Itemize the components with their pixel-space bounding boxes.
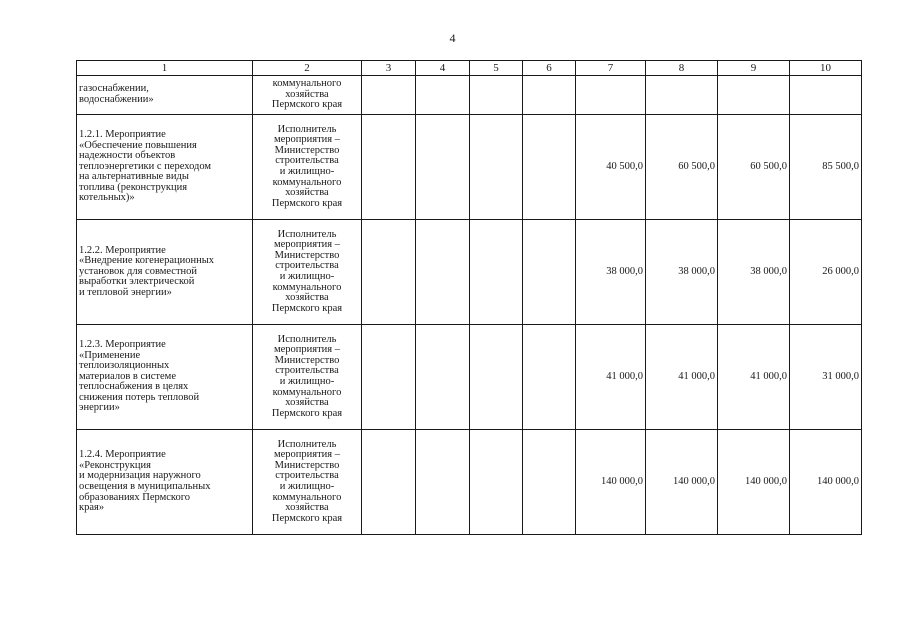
- executor-cell: Исполнитель мероприятия – Министерство строительства и жилищно- коммунального хозяйства Пермского края: [253, 430, 362, 535]
- measure-name: 1.2.2. Мероприятие «Внедрение когенерационных установок для совместной выработки электрической и тепловой энергии»: [77, 220, 253, 325]
- value-cell: 140 000,0: [790, 430, 862, 535]
- executor-cell: Исполнитель мероприятия – Министерство строительства и жилищно- коммунального хозяйства Пермского края: [253, 115, 362, 220]
- program-table: [76, 60, 862, 535]
- value-cell: [416, 220, 470, 325]
- column-header: 6: [523, 61, 576, 76]
- value-cell: 26 000,0: [790, 220, 862, 325]
- measure-name: газоснабжении, водоснабжении»: [77, 76, 253, 115]
- executor-cell: Исполнитель мероприятия – Министерство строительства и жилищно- коммунального хозяйства Пермского края: [253, 325, 362, 430]
- value-cell: [470, 325, 523, 430]
- measure-name: 1.2.4. Мероприятие «Реконструкция и модернизация наружного освещения в муниципальных образованиях Пермского края»: [77, 430, 253, 535]
- table-row: [77, 76, 862, 115]
- value-cell: 60 500,0: [646, 115, 718, 220]
- value-cell: 41 000,0: [718, 325, 790, 430]
- value-cell: 38 000,0: [576, 220, 646, 325]
- value-cell: [523, 76, 576, 115]
- value-cell: [362, 430, 416, 535]
- column-header: 3: [362, 61, 416, 76]
- value-cell: 140 000,0: [646, 430, 718, 535]
- column-header: 7: [576, 61, 646, 76]
- value-cell: [362, 115, 416, 220]
- measure-name: 1.2.1. Мероприятие «Обеспечение повышения надежности объектов теплоэнергетики с переходом на альтернативные виды топлива (реконструкция котельных)»: [77, 115, 253, 220]
- executor-cell: Исполнитель мероприятия – Министерство строительства и жилищно- коммунального хозяйства Пермского края: [253, 220, 362, 325]
- column-header: 4: [416, 61, 470, 76]
- value-cell: [718, 76, 790, 115]
- value-cell: [416, 115, 470, 220]
- value-cell: [416, 325, 470, 430]
- column-header: 1: [77, 61, 253, 76]
- value-cell: [646, 76, 718, 115]
- value-cell: 85 500,0: [790, 115, 862, 220]
- value-cell: 140 000,0: [718, 430, 790, 535]
- column-header: 10: [790, 61, 862, 76]
- table-row: [77, 430, 862, 535]
- value-cell: [362, 220, 416, 325]
- value-cell: 31 000,0: [790, 325, 862, 430]
- value-cell: [416, 430, 470, 535]
- value-cell: 38 000,0: [718, 220, 790, 325]
- value-cell: [470, 76, 523, 115]
- table-row: [77, 325, 862, 430]
- executor-cell: коммунального хозяйства Пермского края: [253, 76, 362, 115]
- value-cell: 41 000,0: [646, 325, 718, 430]
- value-cell: [790, 76, 862, 115]
- value-cell: [523, 115, 576, 220]
- value-cell: 60 500,0: [718, 115, 790, 220]
- value-cell: 41 000,0: [576, 325, 646, 430]
- value-cell: 38 000,0: [646, 220, 718, 325]
- value-cell: [523, 220, 576, 325]
- value-cell: 140 000,0: [576, 430, 646, 535]
- table-row: [77, 220, 862, 325]
- value-cell: [576, 76, 646, 115]
- column-number-row: [77, 61, 862, 76]
- value-cell: [362, 76, 416, 115]
- column-header: 9: [718, 61, 790, 76]
- value-cell: [470, 430, 523, 535]
- value-cell: [362, 325, 416, 430]
- value-cell: [416, 76, 470, 115]
- table-row: [77, 115, 862, 220]
- page-number: 4: [449, 31, 456, 45]
- value-cell: 40 500,0: [576, 115, 646, 220]
- value-cell: [523, 325, 576, 430]
- column-header: 2: [253, 61, 362, 76]
- value-cell: [523, 430, 576, 535]
- column-header: 8: [646, 61, 718, 76]
- measure-name: 1.2.3. Мероприятие «Применение теплоизоляционных материалов в системе теплоснабжения в целях снижения потерь тепловой энергии»: [77, 325, 253, 430]
- value-cell: [470, 115, 523, 220]
- column-header: 5: [470, 61, 523, 76]
- value-cell: [470, 220, 523, 325]
